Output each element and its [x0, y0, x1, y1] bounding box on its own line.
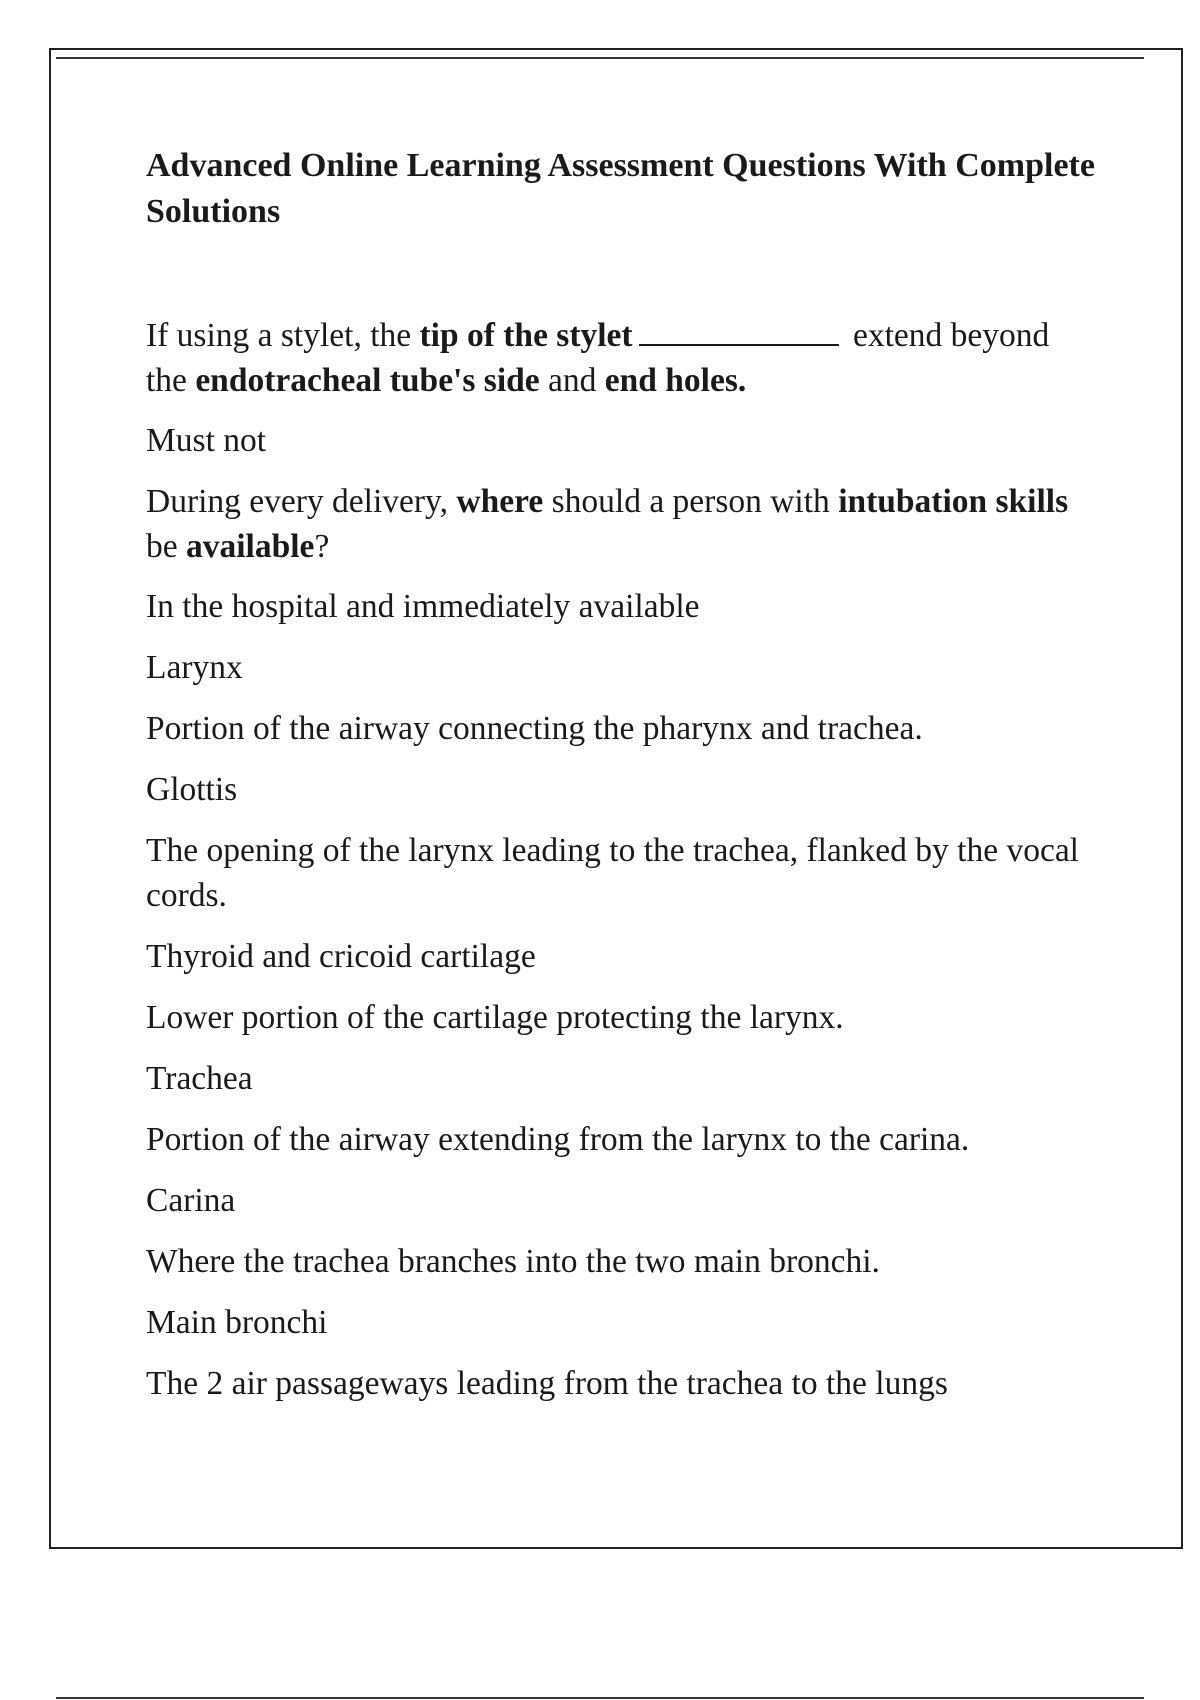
question-2-emphasis: where — [456, 483, 544, 520]
term: Larynx — [146, 649, 243, 686]
question-2-text: ? — [314, 528, 330, 565]
term: Glottis — [146, 771, 238, 808]
definition: The opening of the larynx leading to the trachea, flanked by the vocal cords. — [146, 832, 1079, 914]
definition: Lower portion of the cartilage protecting the larynx. — [146, 999, 844, 1036]
question-2-text: be — [146, 528, 186, 565]
answer-1: Must not — [146, 422, 267, 459]
term: Thyroid and cricoid cartilage — [146, 938, 536, 975]
question-2-text: During every delivery, — [146, 483, 457, 520]
document-title: Advanced Online Learning Assessment Questions With Complete Solutions — [146, 147, 1095, 230]
term: Main bronchi — [146, 1304, 328, 1341]
question-2-emphasis: available — [186, 528, 315, 565]
question-1-emphasis: endotracheal tube's side — [195, 362, 540, 399]
bottom-rule — [56, 1697, 1144, 1699]
question-1-emphasis: tip of the stylet — [419, 317, 633, 354]
question-1-text: and — [539, 362, 605, 399]
question-1-text: extend beyond the — [146, 317, 1050, 399]
question-2-emphasis: intubation skills — [838, 483, 1069, 520]
question-2-text: should a person with — [543, 483, 839, 520]
term: Trachea — [146, 1060, 253, 1097]
definition: Portion of the airway connecting the pharynx and trachea. — [146, 710, 923, 747]
question-1 — [146, 313, 1096, 403]
definition: The 2 air passageways leading from the trachea to the lungs — [146, 1365, 948, 1402]
answer-2: In the hospital and immediately available — [146, 588, 700, 625]
definition: Portion of the airway extending from the larynx to the carina. — [146, 1121, 970, 1158]
question-1-text: If using a stylet, the — [146, 317, 420, 354]
document-body — [146, 143, 1096, 1422]
top-rule — [56, 57, 1144, 59]
definition: Where the trachea branches into the two main bronchi. — [146, 1243, 880, 1280]
fill-in-blank — [639, 316, 839, 346]
question-2 — [146, 479, 1096, 569]
term: Carina — [146, 1182, 236, 1219]
question-1-emphasis: end holes. — [604, 362, 747, 399]
